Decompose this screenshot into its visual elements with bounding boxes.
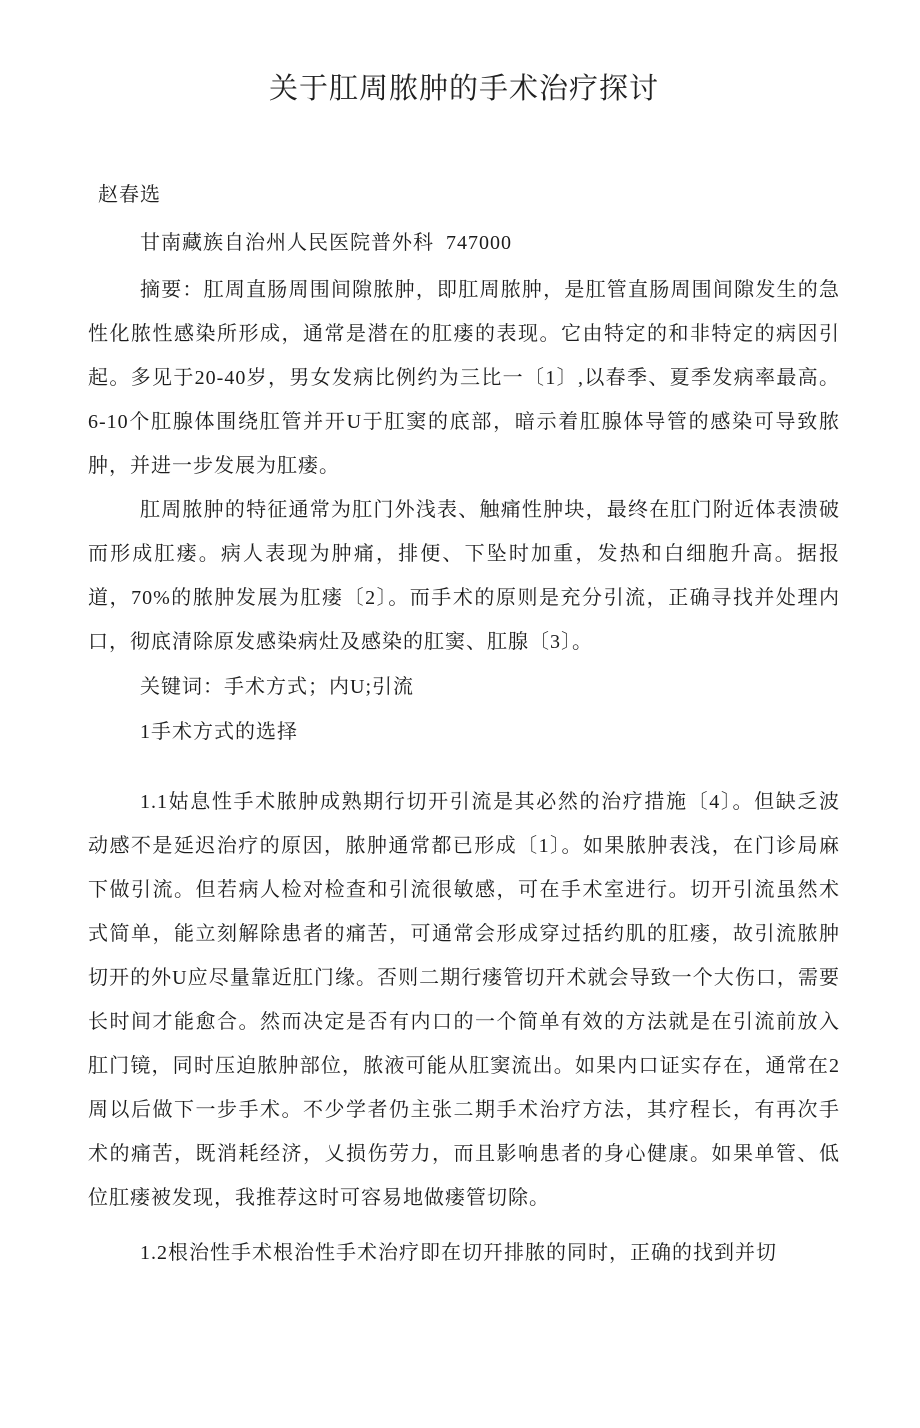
keywords-line: 关键词：手术方式；内U;引流 (140, 676, 414, 698)
clinical-features-paragraph: 肛周脓肿的特征通常为肛门外浅表、触痛性肿块，最终在肛门附近体表溃破而形成肛瘘。病人表现为肿痛，排便、下坠时加重，发热和白细胞升高。据报道，70%的脓肿发展为肛瘘〔2〕。而手术的原则是充分引流，正确寻找并处理内口，彻底清除原发感染病灶及感染的肛窦、肛腺〔3〕。 (88, 499, 840, 653)
affiliation-line: 甘南藏族自治州人民医院普外科 747000 (140, 232, 512, 254)
author-name: 赵春选 (98, 184, 161, 206)
document-title: 关于肛周脓肿的手术治疗探讨 (268, 73, 659, 105)
section-1-2-paragraph: 1.2根治性手术根治性手术治疗即在切幵排脓的同时，正确的找到并切 (140, 1242, 777, 1264)
section-1-1-paragraph: 1.1姑息性手术脓肿成熟期行切开引流是其必然的治疗措施〔4〕。但缺乏波动感不是延迟治疗的原因，脓肿通常都已形成〔1〕。如果脓肿表浅，在门诊局麻下做引流。但若病人检对检查和引流很敏感，可在手术室进行。切开引流虽然术式简单，能立刻解除患者的痛苦，可通常会形成穿过括约肌的肛瘘，故引流脓肿切开的外U应尽量靠近肛门缘。否则二期行瘘管切幵术就会导致一个大伤口，需要长时间才能愈合。然而决定是否有内口的一个简单有效的方法就是在引流前放入肛门镜，同时压迫脓肿部位，脓液可能从肛窦流出。如果内口证实存在，通常在2周以后做下一步手术。不少学者仍主张二期手术治疗方法，其疗程长，有再次手术的痛苦，既消耗经济，乂损伤劳力，而且影响患者的身心健康。如果单管、低位肛瘘被发现，我推荐这时可容易地做瘘管切除。 (88, 791, 840, 1209)
abstract-paragraph: 摘要：肛周直肠周围间隙脓肿，即肛周脓肿，是肛管直肠周围间隙发生的急性化脓性感染所形成，通常是潜在的肛瘘的表现。它由特定的和非特定的病因引起。多见于20-40岁，男女发病比例约为三比一〔1〕,以春季、夏季发病率最高。6-10个肛腺体围绕肛管并开U于肛窦的底部，暗示着肛腺体导管的感染可导致脓肿，并进一步发展为肛瘘。 (88, 279, 840, 477)
section-1-heading: 1手术方式的选择 (140, 721, 298, 743)
document-page (0, 67, 920, 1428)
